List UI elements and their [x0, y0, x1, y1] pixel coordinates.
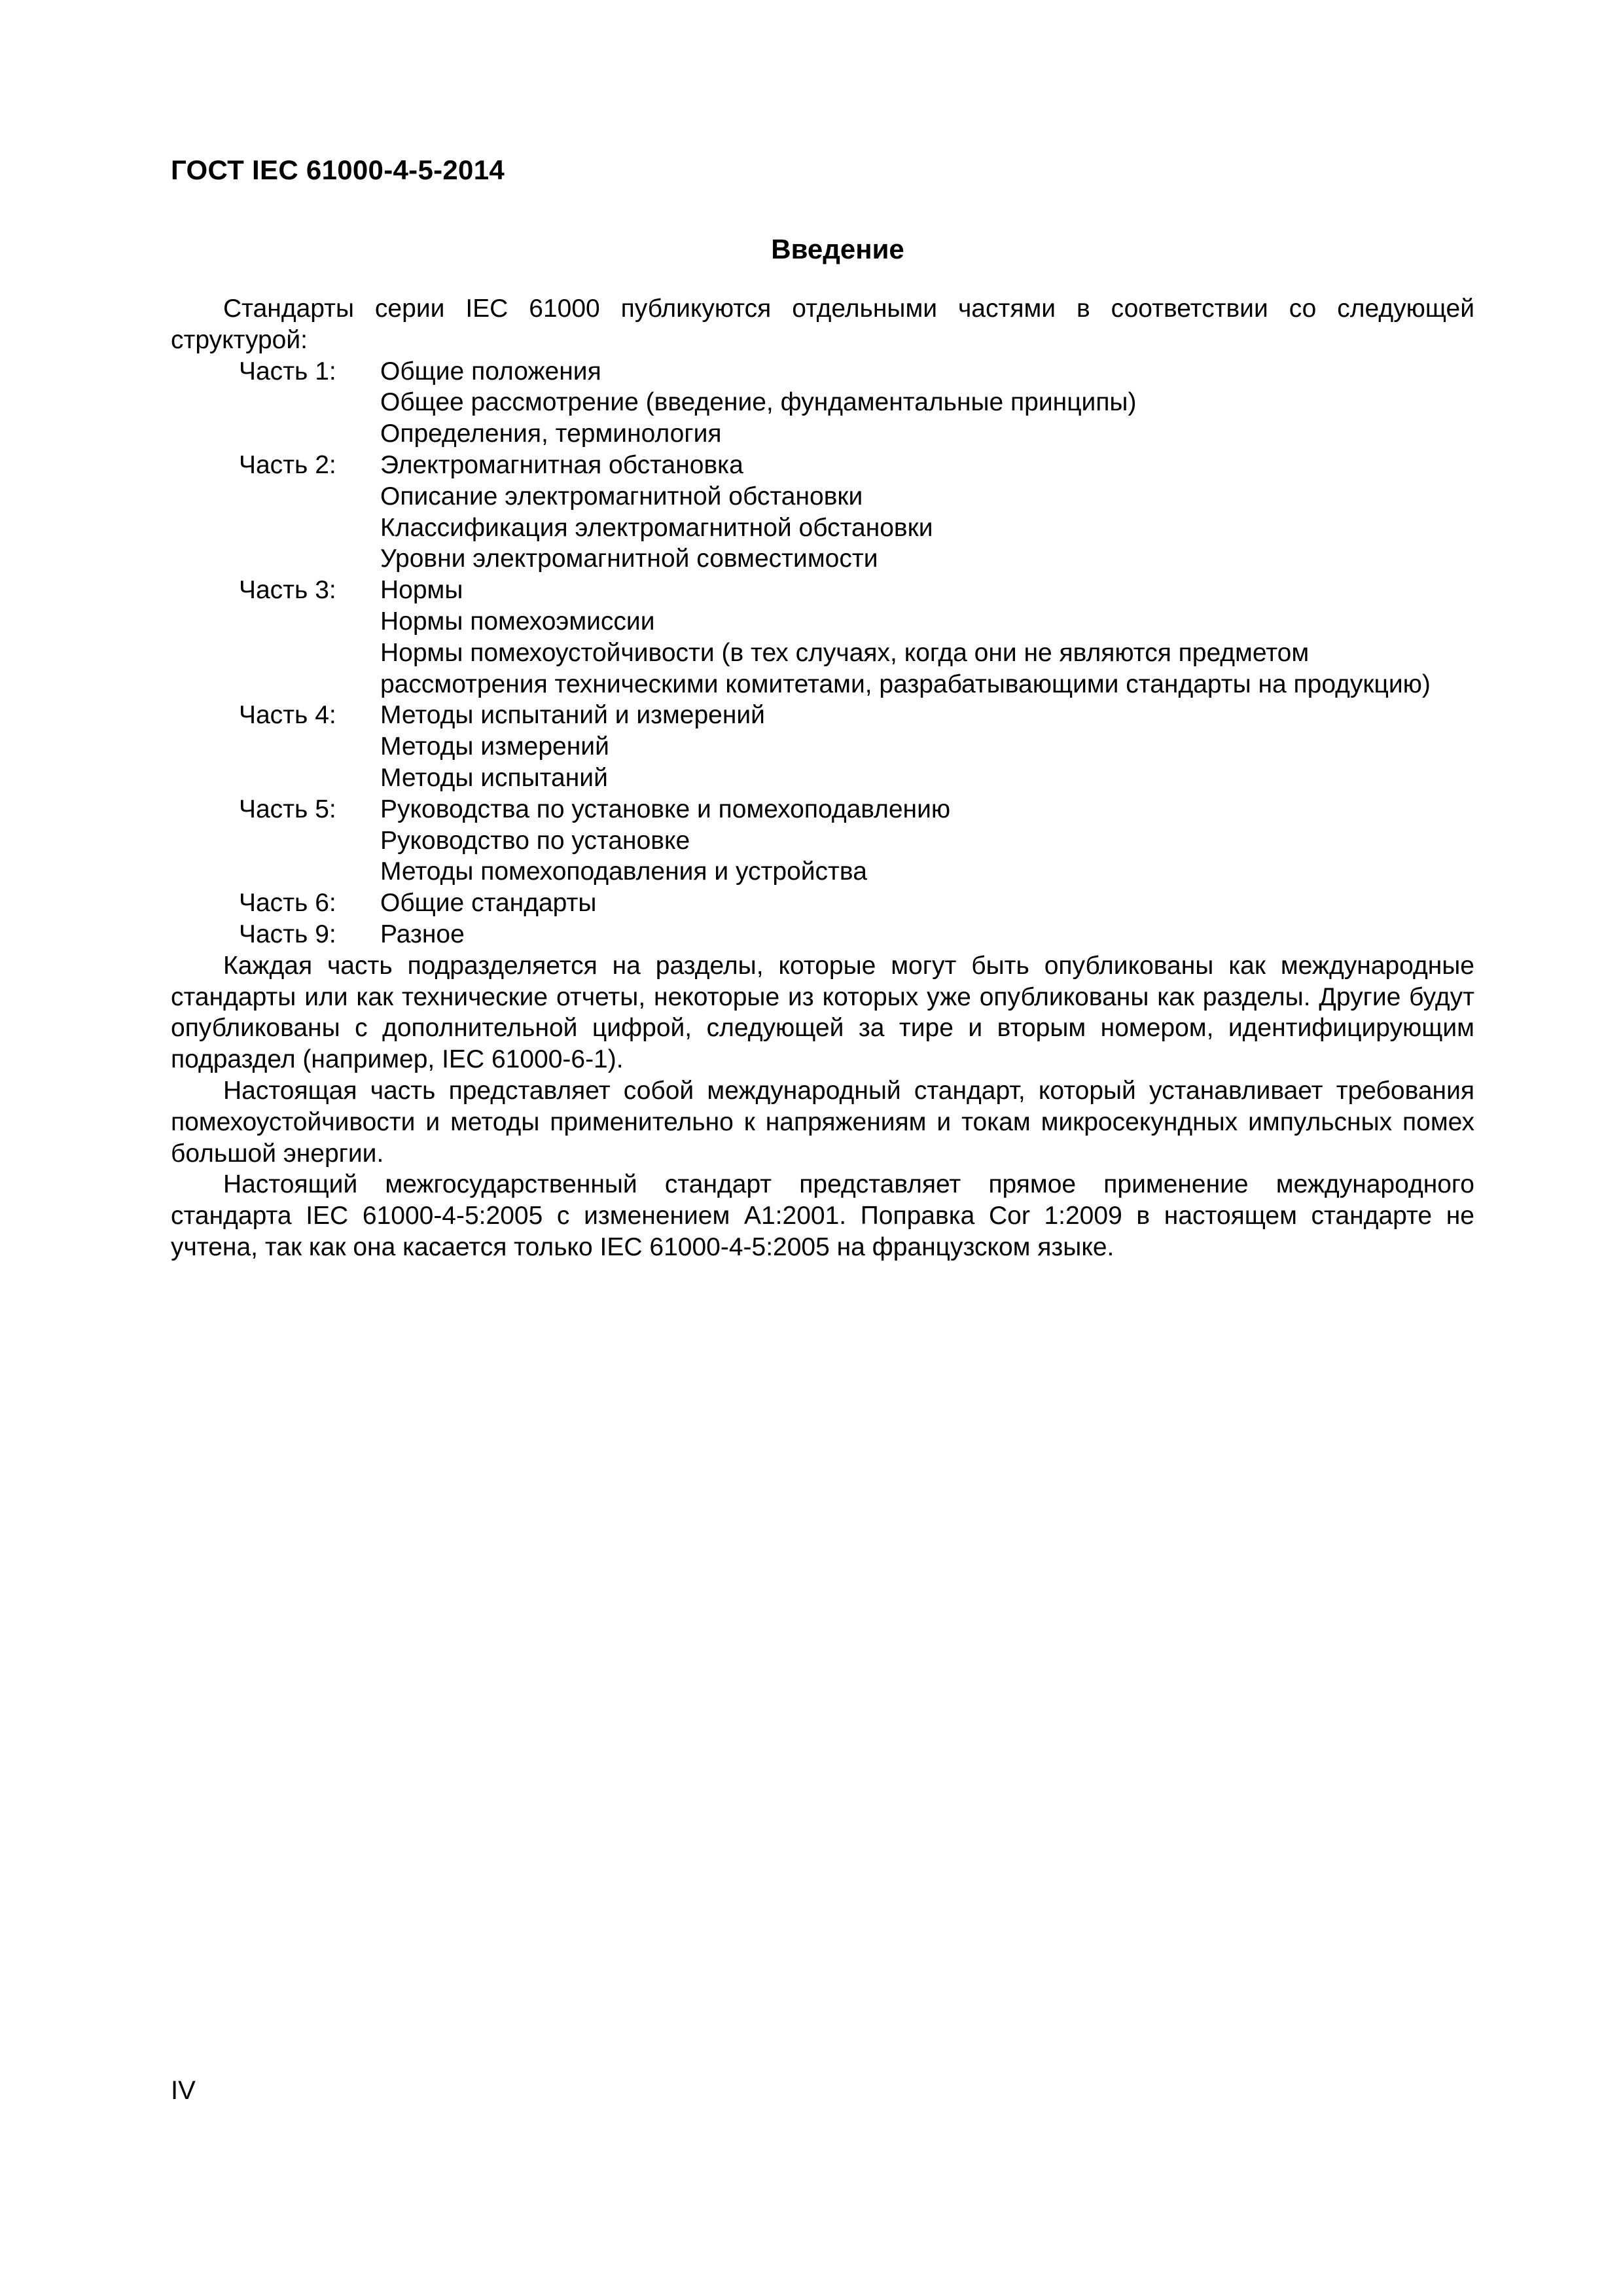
part-lines	[380, 356, 1474, 450]
part-line: Руководство по установке	[380, 826, 690, 855]
intro-paragraph: Стандарты серии IEC 61000 публикуются отдельными частями в соответствии со следующей структурой:	[171, 295, 1474, 354]
part-item	[171, 575, 1474, 700]
part-label: Часть 4:	[239, 701, 336, 730]
part-line: Руководства по установке и помехоподавлению	[380, 795, 951, 823]
part-lines	[380, 794, 1474, 888]
standard-code: ГОСТ IEC 61000-4-5-2014	[171, 154, 505, 185]
part-line: Методы измерений	[380, 732, 609, 761]
part-line: Классификация электромагнитной обстановки	[380, 513, 933, 542]
part-item	[171, 450, 1474, 575]
part-line: Общее рассмотрение (введение, фундаментальные принципы)	[380, 388, 1137, 417]
part-label: Часть 2:	[239, 450, 336, 479]
part-line: Общие стандарты	[380, 889, 597, 918]
part-line: Методы испытаний и измерений	[380, 701, 765, 730]
part-line: Нормы помехоустойчивости (в тех случаях, когда они не являются предметом рассмотрения техническими комитетами, разрабатывающими стандарты на продукцию)	[380, 638, 1431, 698]
part-label: Часть 1:	[239, 357, 336, 386]
part-item	[171, 700, 1474, 793]
part-item	[171, 794, 1474, 888]
part-label: Часть 9:	[239, 920, 336, 948]
part-line: Нормы	[380, 576, 463, 605]
part-line: Методы помехоподавления и устройства	[380, 857, 867, 886]
page-number: IV	[171, 2076, 196, 2105]
part-line: Электромагнитная обстановка	[380, 450, 743, 479]
part-item	[171, 356, 1474, 450]
body-paragraph: Настоящая часть представляет собой международный стандарт, который устанавливает требования помехоустойчивости и методы применительно к напряжениям и токам микросекундных импульсных помех большой энергии.	[171, 1076, 1474, 1168]
part-line: Методы испытаний	[380, 763, 608, 792]
part-item	[171, 888, 1474, 919]
part-line: Описание электромагнитной обстановки	[380, 482, 863, 511]
part-line: Нормы помехоэмиссии	[380, 607, 655, 636]
section-title: Введение	[771, 234, 904, 264]
part-line: Определения, терминология	[380, 420, 722, 448]
part-label: Часть 3:	[239, 576, 336, 605]
part-line: Разное	[380, 920, 465, 948]
body-text	[171, 293, 1474, 1263]
part-lines	[380, 888, 1474, 919]
body-paragraph: Настоящий межгосударственный стандарт представляет прямое применение международного стандарта IEC 61000-4-5:2005 с изменением А1:2001. Поправка Cor 1:2009 в настоящем стандарте не учтена, так как она касается только IEC 61000-4-5:2005 на французском языке.	[171, 1170, 1474, 1261]
parts-list	[171, 356, 1474, 950]
part-lines	[380, 575, 1474, 700]
part-label: Часть 5:	[239, 795, 336, 823]
part-lines	[380, 919, 1474, 950]
part-lines	[380, 450, 1474, 575]
part-lines	[380, 700, 1474, 793]
part-line: Общие положения	[380, 357, 601, 386]
part-label: Часть 6:	[239, 889, 336, 918]
body-paragraph: Каждая часть подразделяется на разделы, которые могут быть опубликованы как международные стандарты или как технические отчеты, некоторые из которых уже опубликованы как разделы. Другие будут опубликованы с дополнительной цифрой, следующей за тире и вторым номером, идентифицирующим подраздел (например, IEC 61000-6-1).	[171, 951, 1474, 1074]
part-item	[171, 919, 1474, 950]
part-line: Уровни электромагнитной совместимости	[380, 545, 878, 573]
